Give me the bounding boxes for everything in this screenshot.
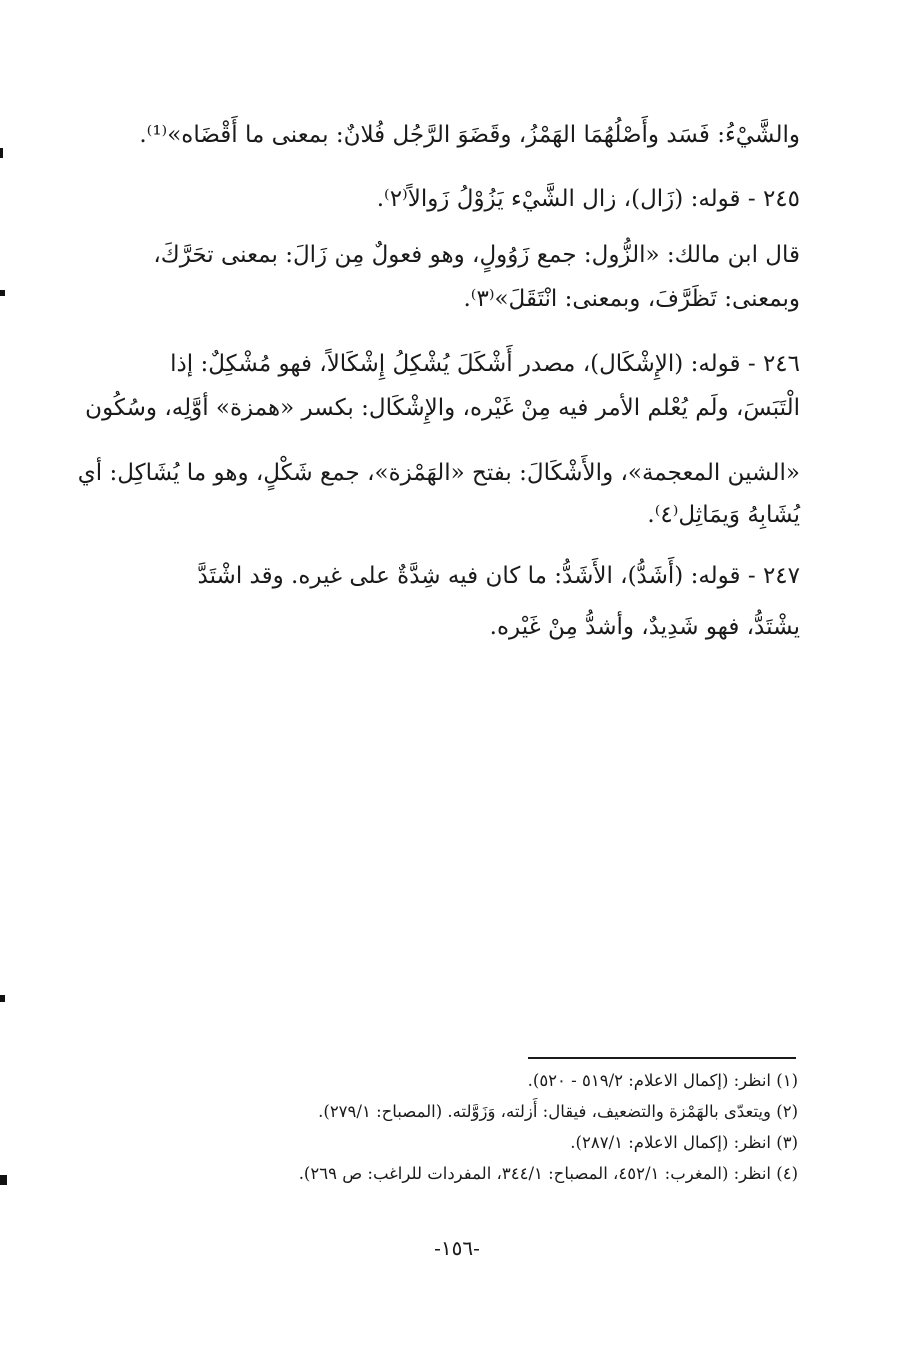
body-line: يُشَابِهُ وَيمَاثِل⁽٤⁾. bbox=[647, 502, 800, 528]
footnote-separator bbox=[528, 1057, 796, 1059]
body-line: قال ابن مالك: «الزُّول: جمع زَوُولٍ، وهو فعولٌ مِن زَالَ: بمعنى تحَرَّكَ، bbox=[153, 242, 800, 268]
footnote-1: (١) انظر: (إكمال الاعلام: ٥١٩/٢ - ٥٢٠). bbox=[527, 1071, 798, 1090]
footnote-4: (٤) انظر: (المغرب: ٤٥٢/١، المصباح: ٣٤٤/١، المفردات للراغب: ص ٢٦٩). bbox=[298, 1164, 798, 1183]
footnote-2: (٢) ويتعدّى بالهَمْزة والتضعيف، فيقال: أَزلته، وَزَوَّلته. (المصباح: ٢٧٩/١). bbox=[318, 1102, 798, 1121]
entry-247-heading: ٢٤٧ - قوله: (أَشَدُّ)، الأَشَدُّ: ما كان فيه شِدَّةٌ على غيره. وقد اشْتَدَّ bbox=[197, 563, 800, 589]
scan-edge-mark bbox=[0, 148, 3, 158]
entry-245-heading: ٢٤٥ - قوله: (زَال)، زال الشَّيْء يَزُوْلُ زَوالاً⁽٢⁾. bbox=[376, 186, 800, 212]
page-number: -١٥٦- bbox=[434, 1236, 480, 1260]
body-line: وبمعنى: تَظَرَّفَ، وبمعنى: انْتَقَلَ»⁽٣⁾. bbox=[463, 286, 800, 312]
scan-edge-mark bbox=[0, 995, 5, 1002]
body-line: والشَّيْءُ: فَسَد وأَصْلُهُمَا الهَمْزُ، وقَضَوَ الرَّجُل فُلانٌ: بمعنى ما أَقْضَاه»⁽¹⁾. bbox=[139, 122, 800, 148]
entry-246-heading: ٢٤٦ - قوله: (الإِشْكَال)، مصدر أَشْكَلَ يُشْكِلُ إِشْكَالاً، فهو مُشْكِلٌ: إذا bbox=[170, 351, 800, 377]
scan-edge-mark bbox=[0, 1175, 7, 1185]
scan-edge-mark bbox=[0, 290, 5, 296]
body-line: الْتَبَسَ، ولَم يُعْلم الأمر فيه مِنْ غَيْره، والإِشْكَال: بكسر «همزة» أوَّلِه، وسُكُون bbox=[85, 395, 800, 421]
body-line: «الشين المعجمة»، والأَشْكَالَ: بفتح «الهَمْزة»، جمع شَكْلٍ، وهو ما يُشَاكِل: أي bbox=[77, 460, 800, 486]
footnote-3: (٣) انظر: (إكمال الاعلام: ٢٨٧/١). bbox=[570, 1133, 798, 1152]
body-line: يشْتَدُّ، فهو شَدِيدٌ، وأشدُّ مِنْ غَيْره. bbox=[489, 614, 800, 640]
